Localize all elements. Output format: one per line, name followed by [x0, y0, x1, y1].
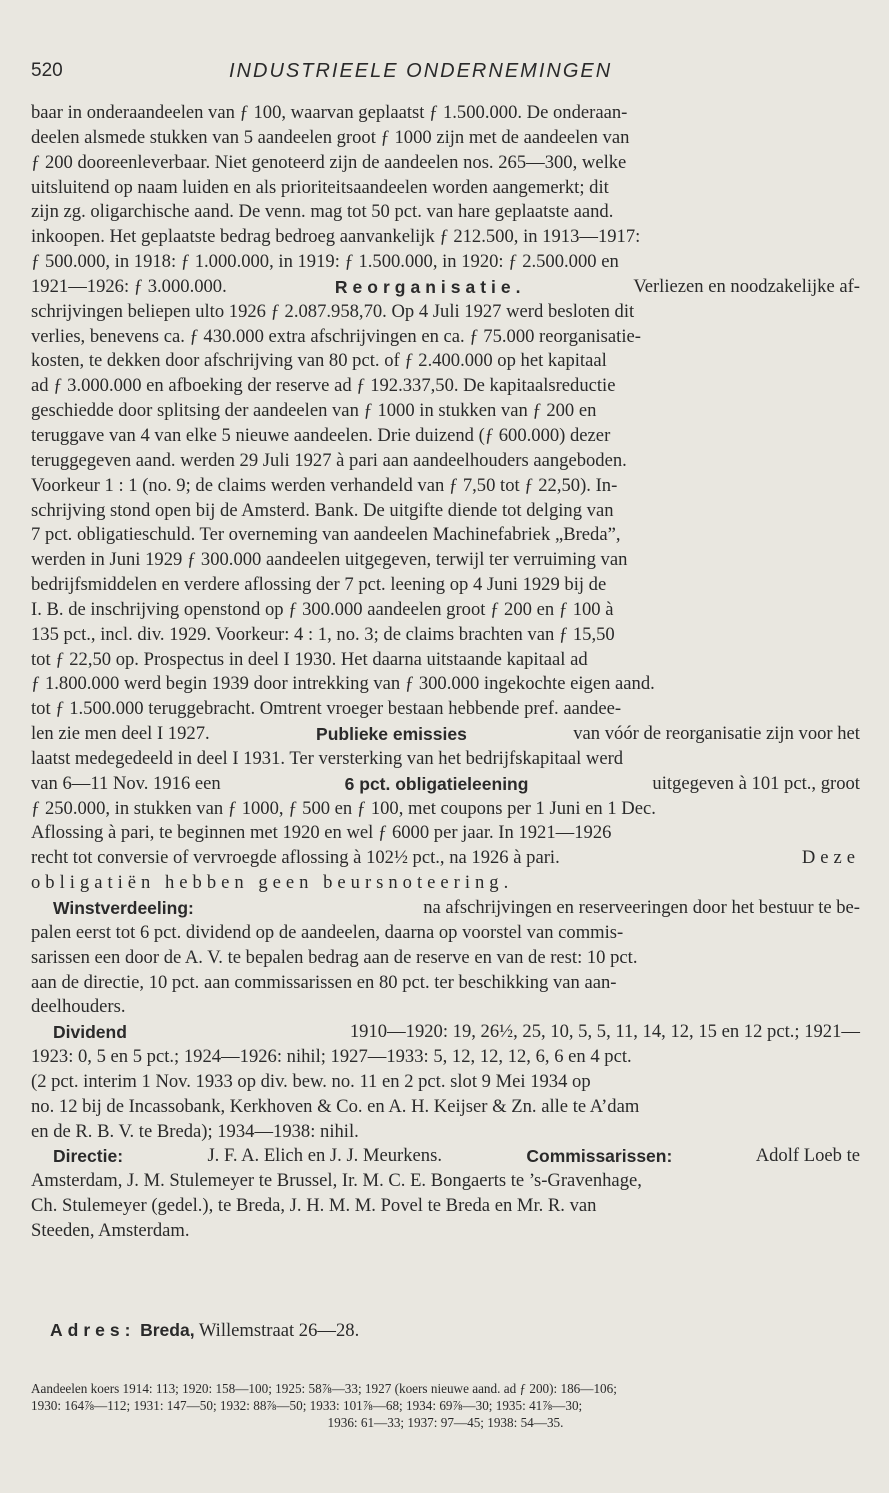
line-segment: Ch. Stulemeyer (gedel.), te Breda, J. H. M. M. Povel te Breda en Mr. R. van [31, 1195, 597, 1217]
emphasis-text: obligatiën hebben geen beursnoteering. [31, 872, 514, 894]
line-segment: I. B. de inschrijving openstond op ƒ 300.000 aandeelen groot ƒ 200 en ƒ 100 à [31, 598, 614, 620]
text-line [31, 151, 860, 176]
line-segment: ƒ 250.000, in stukken van ƒ 1000, ƒ 500 en ƒ 100, met coupons per 1 Juni en 1 Dec. [31, 797, 656, 819]
text-line [31, 325, 860, 350]
line-segment: (2 pct. interim 1 Nov. 1933 op div. bew. no. 11 en 2 pct. slot 9 Mei 1934 op [31, 1070, 591, 1092]
text-line [31, 126, 860, 151]
text-line [31, 747, 860, 772]
emphasis-text: 6 pct. obligatieleening [344, 773, 529, 794]
text-line [31, 349, 860, 374]
emphasis-text: Dividend [53, 1022, 127, 1043]
text-line [31, 821, 860, 846]
line-segment: geschiedde door splitsing der aandeelen van ƒ 1000 in stukken van ƒ 200 en [31, 400, 597, 422]
text-line [31, 1194, 860, 1219]
line-segment: Steeden, Amsterdam. [31, 1219, 190, 1241]
body-text [31, 101, 860, 1244]
emphasis-text: Publieke emissies [316, 724, 467, 745]
text-line [31, 176, 860, 201]
line-segment: van 6—11 Nov. 1916 een [31, 772, 226, 794]
text-line [31, 1095, 860, 1120]
text-line [31, 250, 860, 275]
line-segment: no. 12 bij de Incassobank, Kerkhoven & Co. en A. H. Keijser & Zn. alle te A’dam [31, 1095, 640, 1117]
line-segment: ƒ 500.000, in 1918: ƒ 1.000.000, in 1919: ƒ 1.500.000, in 1920: ƒ 2.500.000 en [31, 251, 619, 273]
text-line [31, 1169, 860, 1194]
text-line [31, 200, 860, 225]
line-segment: 1921—1926: ƒ 3.000.000. [31, 275, 232, 297]
emphasis-text: Directie: [53, 1146, 124, 1167]
line-segment: palen eerst tot 6 pct. dividend op de aandeelen, daarna op voorstel van commis- [31, 921, 624, 943]
text-line [31, 499, 860, 524]
text-line [31, 1219, 860, 1244]
text-line [31, 424, 860, 449]
line-segment: Adolf Loeb te [752, 1145, 860, 1167]
text-line [31, 474, 860, 499]
line-segment: deelen alsmede stukken van 5 aandeelen groot ƒ 1000 zijn met de aandeelen van [31, 126, 630, 148]
line-segment: 135 pct., incl. div. 1929. Voorkeur: 4 : 1, no. 3; de claims brachten van ƒ 15,50 [31, 623, 615, 645]
text-line [31, 399, 860, 424]
line-segment: werden in Juni 1929 ƒ 300.000 aandeelen uitgegeven, terwijl ter verruiming van [31, 549, 628, 571]
line-segment: 1910—1920: 19, 26½, 25, 10, 5, 5, 11, 14, 12, 15 en 12 pct.; 1921— [345, 1021, 860, 1043]
line-segment: en de R. B. V. te Breda); 1934—1938: nihil. [31, 1120, 359, 1142]
line-segment: schrijvingen beliepen ulto 1926 ƒ 2.087.958,70. Op 4 Juli 1927 werd besloten dit [31, 300, 635, 322]
line-segment: kosten, te dekken door afschrijving van 80 pct. of ƒ 2.400.000 op het kapitaal [31, 350, 607, 372]
emphasis-text: Deze [801, 847, 860, 869]
text-line [31, 225, 860, 250]
text-line [31, 1020, 860, 1045]
line-segment: ƒ 200 dooreenleverbaar. Niet genoteerd zijn de aandeelen nos. 265—300, welke [31, 151, 627, 173]
line-segment: teruggave van 4 van elke 5 nieuwe aandeelen. Drie duizend (ƒ 600.000) dezer [31, 424, 611, 446]
emphasis-text: Winstverdeeling: [53, 898, 194, 918]
address-line [50, 1320, 359, 1342]
text-line [31, 722, 860, 747]
emphasis-text: Commissarissen: [526, 1146, 673, 1167]
text-line [31, 772, 860, 797]
footnote-line: Aandeelen koers 1914: 113; 1920: 158—100; 1925: 58⅞—33; 1927 (koers nieuwe aand. ad ƒ 200): 186—106; [31, 1381, 617, 1396]
text-line [31, 374, 860, 399]
line-segment: Aflossing à pari, te beginnen met 1920 en wel ƒ 6000 per jaar. In 1921—1926 [31, 822, 612, 844]
text-line [31, 995, 860, 1020]
line-segment: na afschrijvingen en reserveeringen door het bestuur te be- [418, 897, 860, 918]
line-segment: laatst medegedeeld in deel I 1931. Ter versterking van het bedrijfskapitaal werd [31, 747, 624, 769]
text-line [31, 598, 860, 623]
line-segment: len zie men deel I 1927. [31, 723, 215, 745]
footnote-line: 1930: 164⅞—112; 1931: 147—50; 1932: 88⅞—50; 1933: 101⅞—68; 1934: 69⅞—30; 1935: 41⅞—30; [31, 1398, 583, 1413]
text-line [31, 896, 860, 921]
line-segment: ƒ 1.800.000 werd begin 1939 door intrekking van ƒ 300.000 ingekochte eigen aand. [31, 673, 655, 695]
text-line [31, 672, 860, 697]
share-price-footnote [31, 1380, 860, 1431]
line-segment: van vóór de reorganisatie zijn voor het [568, 723, 860, 745]
text-line [31, 971, 860, 996]
text-line [31, 1045, 860, 1070]
text-line [31, 1070, 860, 1095]
emphasis-text: Reorganisatie. [334, 276, 526, 297]
line-segment: teruggegeven aand. werden 29 Juli 1927 à pari aan aandeelhouders aangeboden. [31, 449, 627, 471]
line-segment: uitgegeven à 101 pct., groot [647, 772, 860, 794]
line-segment: recht tot conversie of vervroegde aflossing à 102½ pct., na 1926 à pari. [31, 847, 565, 869]
page-number: 520 [31, 60, 63, 81]
text-line [31, 1120, 860, 1145]
text-line [31, 946, 860, 971]
text-line [31, 871, 860, 896]
text-line [31, 548, 860, 573]
text-line [31, 921, 860, 946]
text-line [31, 449, 860, 474]
line-segment: 7 pct. obligatieschuld. Ter overneming van aandeelen Machinefabriek „Breda”, [31, 524, 621, 546]
text-line [31, 846, 860, 871]
line-segment: tot ƒ 22,50 op. Prospectus in deel I 1930. Het daarna uitstaande kapitaal ad [31, 648, 588, 670]
line-segment: schrijving stond open bij de Amsterd. Bank. De uitgifte diende tot delging van [31, 499, 614, 521]
address-street: Willemstraat 26—28. [194, 1320, 360, 1341]
running-header [31, 60, 858, 88]
line-segment: aan de directie, 10 pct. aan commissarissen en 80 pct. ter beschikking van aan- [31, 971, 617, 993]
address-label: Adres: [50, 1320, 136, 1340]
line-segment: bedrijfsmiddelen en verdere aflossing der 7 pct. leening op 4 Juni 1929 bij de [31, 574, 607, 596]
text-line [31, 300, 860, 325]
text-line [31, 623, 860, 648]
line-segment: Voorkeur 1 : 1 (no. 9; de claims werden verhandeld van ƒ 7,50 tot ƒ 22,50). In- [31, 474, 618, 496]
line-segment: J. F. A. Elich en J. J. Meurkens. [202, 1145, 447, 1167]
running-title: INDUSTRIEELE ONDERNEMINGEN [229, 60, 613, 82]
footnote-line: 1936: 61—33; 1937: 97—45; 1938: 54—35. [327, 1415, 564, 1430]
line-segment: 1923: 0, 5 en 5 pct.; 1924—1926: nihil; 1927—1933: 5, 12, 12, 12, 6, 6 en 4 pct. [31, 1046, 632, 1068]
line-segment: deelhouders. [31, 996, 126, 1018]
line-segment: tot ƒ 1.500.000 teruggebracht. Omtrent vroeger bestaan hebbende pref. aandee- [31, 698, 622, 720]
line-segment: Verliezen en noodzakelijke af- [629, 275, 860, 297]
line-segment: Amsterdam, J. M. Stulemeyer te Brussel, Ir. M. C. E. Bongaerts te ’s-Gravenhage, [31, 1170, 642, 1192]
text-line [31, 275, 860, 300]
address-city: Breda, [140, 1320, 195, 1340]
text-line [31, 523, 860, 548]
text-line [31, 573, 860, 598]
line-segment: verlies, benevens ca. ƒ 430.000 extra afschrijvingen en ca. ƒ 75.000 reorganisatie- [31, 325, 641, 347]
text-line [31, 1144, 860, 1169]
text-line [31, 648, 860, 673]
line-segment: baar in onderaandeelen van ƒ 100, waarvan geplaatst ƒ 1.500.000. De onderaan- [31, 102, 628, 123]
line-segment: sarissen een door de A. V. te bepalen bedrag aan de reserve en van de rest: 10 pct. [31, 946, 638, 968]
line-segment: zijn zg. oligarchische aand. De venn. mag tot 50 pct. van hare geplaatste aand. [31, 201, 614, 223]
text-line [31, 697, 860, 722]
text-line [31, 797, 860, 822]
text-line [31, 101, 860, 126]
line-segment: uitsluitend op naam luiden en als prioriteitsaandeelen worden aangemerkt; dit [31, 176, 609, 198]
line-segment: ad ƒ 3.000.000 en afboeking der reserve ad ƒ 192.337,50. De kapitaalsreductie [31, 375, 616, 397]
line-segment: inkoopen. Het geplaatste bedrag bedroeg aanvankelijk ƒ 212.500, in 1913—1917: [31, 226, 641, 248]
